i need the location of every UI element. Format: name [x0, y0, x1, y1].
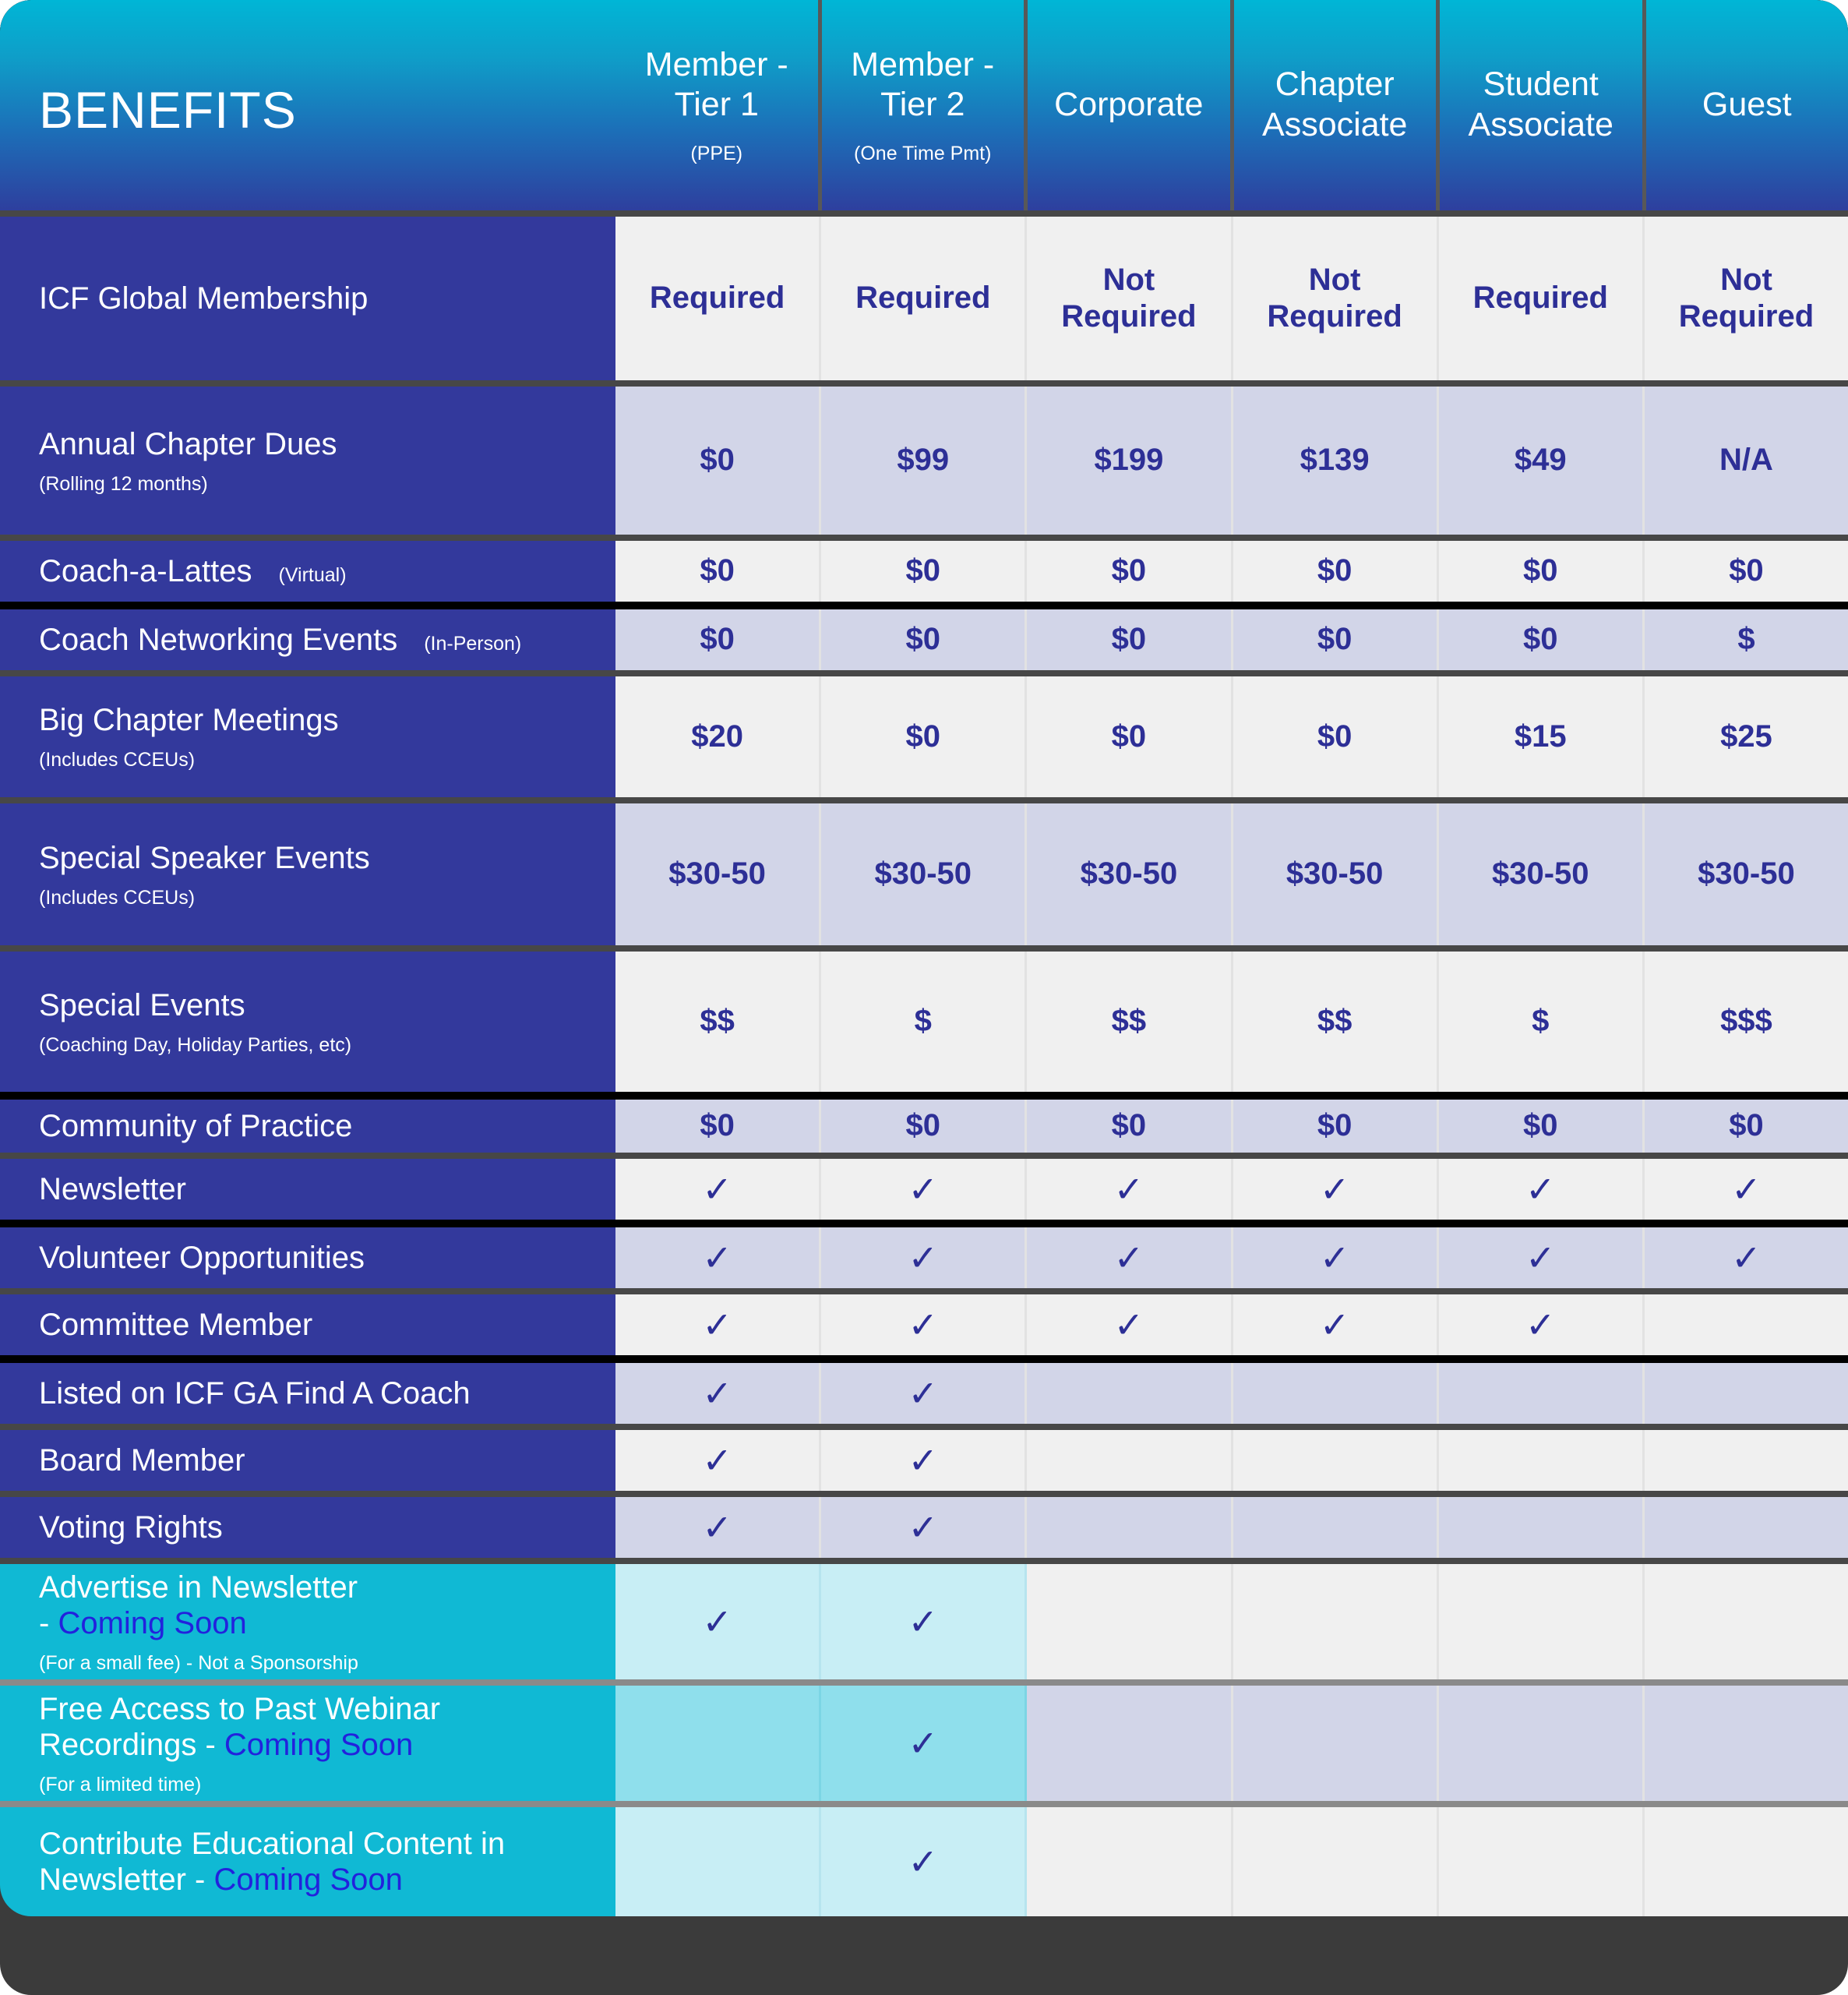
- cell-value: $0: [821, 609, 1027, 670]
- table-row: [0, 541, 1848, 602]
- cell-value: $$: [615, 952, 821, 1092]
- cell-check: [615, 1686, 821, 1801]
- column-header-chapter-associate: [1234, 0, 1441, 210]
- row-divider-major: [0, 1220, 1848, 1227]
- cell-check: ✓: [1645, 1159, 1848, 1220]
- cell-value: $0: [1027, 609, 1233, 670]
- coming-soon-badge: Coming Soon: [58, 1605, 247, 1640]
- column-header-line2: Tier 1: [674, 86, 759, 124]
- table-row: [0, 217, 1848, 380]
- row-label-text: Advertise in Newsletter: [39, 1570, 358, 1605]
- cell-check: ✓: [615, 1430, 821, 1491]
- cell-check: [1439, 1497, 1645, 1558]
- cell-check: ✓: [1233, 1159, 1439, 1220]
- row-divider: [0, 1801, 1848, 1807]
- cell-value: [1027, 217, 1233, 380]
- row-divider: [0, 797, 1848, 803]
- table-row: [0, 1294, 1848, 1355]
- cell-value: $0: [1027, 541, 1233, 602]
- cell-check: ✓: [1439, 1159, 1645, 1220]
- cell-check: ✓: [821, 1159, 1027, 1220]
- row-label-advertise-in-newsletter: [0, 1564, 615, 1679]
- column-header-member-tier-1: [615, 0, 822, 210]
- row-label-text-line2: [39, 1862, 577, 1898]
- cell-check: [1439, 1564, 1645, 1679]
- cell-check: ✓: [821, 1430, 1027, 1491]
- table-row-coming-soon: [0, 1564, 1848, 1679]
- coming-soon-badge: Coming Soon: [224, 1727, 414, 1762]
- row-label-text: Volunteer Opportunities: [39, 1241, 365, 1275]
- cell-value: $30-50: [821, 803, 1027, 945]
- coming-soon-badge: Coming Soon: [213, 1863, 403, 1897]
- row-label-dash: Newsletter -: [39, 1863, 214, 1897]
- row-divider: [0, 380, 1848, 387]
- row-label-text: ICF Global Membership: [39, 281, 369, 316]
- table-header-row: [0, 0, 1848, 210]
- table-row-coming-soon: [0, 1807, 1848, 1916]
- cell-value: [1233, 217, 1439, 380]
- cell-check: [1645, 1294, 1848, 1355]
- table-row: [0, 803, 1848, 945]
- row-divider: [0, 210, 1848, 217]
- cell-value: $0: [1233, 676, 1439, 797]
- cell-check: [1233, 1497, 1439, 1558]
- table-row: [0, 1227, 1848, 1288]
- column-header-line1: Guest: [1702, 86, 1792, 124]
- cell-value: $0: [1027, 1100, 1233, 1153]
- column-header-sub: (PPE): [690, 142, 743, 164]
- row-label-text: Contribute Educational Content in: [39, 1827, 506, 1861]
- cell-value: $0: [1027, 676, 1233, 797]
- row-label-big-chapter-meetings: [0, 676, 615, 797]
- cell-check: [1233, 1430, 1439, 1491]
- cell-check: ✓: [615, 1159, 821, 1220]
- column-header-member-tier-2: [822, 0, 1028, 210]
- row-label-sub: (Includes CCEUs): [39, 886, 196, 909]
- row-label-sub: (Rolling 12 months): [39, 472, 208, 495]
- cell-check: [1645, 1497, 1848, 1558]
- cell-value: $0: [1645, 1100, 1848, 1153]
- cell-value: $0: [1233, 609, 1439, 670]
- cell-check: [1645, 1430, 1848, 1491]
- row-label-sub: (Coaching Day, Holiday Parties, etc): [39, 1033, 352, 1056]
- cell-value: $: [1645, 609, 1848, 670]
- row-label-inline: (Virtual): [278, 564, 347, 586]
- column-header-student-associate: [1440, 0, 1646, 210]
- cell-value: $0: [615, 541, 821, 602]
- row-label-annual-chapter-dues: [0, 387, 615, 535]
- cell-value: [1645, 217, 1848, 380]
- cell-check: ✓: [821, 1294, 1027, 1355]
- cell-check: [1027, 1564, 1233, 1679]
- cell-value-line1: Not: [1308, 262, 1361, 297]
- row-divider: [0, 1288, 1848, 1294]
- cell-check: [1233, 1363, 1439, 1424]
- cell-value: $30-50: [1439, 803, 1645, 945]
- cell-check: ✓: [821, 1227, 1027, 1288]
- row-label-committee-member: [0, 1294, 615, 1355]
- cell-check: ✓: [1027, 1294, 1233, 1355]
- column-header-line1: Corporate: [1054, 86, 1204, 124]
- row-divider: [0, 1153, 1848, 1159]
- row-label-text-line2: [39, 1727, 577, 1763]
- row-label-dash: Recordings -: [39, 1727, 224, 1762]
- cell-check: ✓: [1233, 1227, 1439, 1288]
- column-header-line2: Associate: [1262, 106, 1408, 143]
- cell-check: [1645, 1807, 1848, 1916]
- column-header-line2: Associate: [1468, 106, 1613, 143]
- cell-value: $0: [615, 387, 821, 535]
- page-title: BENEFITS: [39, 81, 297, 139]
- row-divider: [0, 1679, 1848, 1686]
- cell-check: [1027, 1497, 1233, 1558]
- column-header-sub: (One Time Pmt): [854, 142, 992, 164]
- cell-check: [1439, 1430, 1645, 1491]
- cell-check: ✓: [1439, 1227, 1645, 1288]
- cell-check: [1027, 1686, 1233, 1801]
- column-header-line2: Tier 2: [880, 86, 965, 124]
- cell-check: ✓: [1439, 1294, 1645, 1355]
- column-header-corporate: [1028, 0, 1234, 210]
- cell-value: Required: [821, 217, 1027, 380]
- row-label-free-access-past-webinar-recordings: [0, 1686, 615, 1801]
- row-label-text: Voting Rights: [39, 1510, 223, 1545]
- row-divider-major: [0, 1355, 1848, 1363]
- table-row: [0, 1159, 1848, 1220]
- cell-check: [1233, 1564, 1439, 1679]
- table-row: [0, 1430, 1848, 1491]
- cell-check: ✓: [615, 1363, 821, 1424]
- cell-value: $25: [1645, 676, 1848, 797]
- row-label-coach-a-lattes: [0, 541, 615, 602]
- cell-value: $: [1439, 952, 1645, 1092]
- cell-value: $0: [821, 541, 1027, 602]
- row-label-text: Community of Practice: [39, 1109, 353, 1143]
- cell-value: $199: [1027, 387, 1233, 535]
- cell-value: $20: [615, 676, 821, 797]
- row-label-sub: (Includes CCEUs): [39, 749, 196, 771]
- cell-value: $0: [821, 676, 1027, 797]
- cell-value: $0: [1233, 1100, 1439, 1153]
- cell-check: [1645, 1564, 1848, 1679]
- row-divider: [0, 1491, 1848, 1497]
- row-label-text: Special Speaker Events: [39, 840, 370, 875]
- row-label-special-speaker-events: [0, 803, 615, 945]
- row-label-community-of-practice: [0, 1100, 615, 1153]
- column-header-line1: Student: [1483, 65, 1599, 104]
- row-label-contribute-educational-content: [0, 1807, 615, 1916]
- cell-check: [1027, 1430, 1233, 1491]
- cell-check: [1645, 1363, 1848, 1424]
- cell-value-line2: Required: [1267, 299, 1402, 334]
- table-row: [0, 1497, 1848, 1558]
- cell-check: ✓: [821, 1497, 1027, 1558]
- table-row: [0, 1363, 1848, 1424]
- cell-value-line1: Not: [1102, 262, 1155, 297]
- column-header-line1: Member -: [851, 45, 995, 83]
- cell-check: ✓: [615, 1294, 821, 1355]
- row-label-coach-networking-events: [0, 609, 615, 670]
- cell-value-line2: Required: [1678, 299, 1814, 334]
- cell-value: $0: [615, 609, 821, 670]
- table-row-coming-soon: [0, 1686, 1848, 1801]
- column-header-line1: Member -: [644, 45, 788, 83]
- row-label-text: Newsletter: [39, 1172, 186, 1206]
- table-row: [0, 387, 1848, 535]
- row-label-text: Annual Chapter Dues: [39, 426, 337, 461]
- cell-value: $0: [1233, 541, 1439, 602]
- table-row: [0, 952, 1848, 1092]
- cell-value: $30-50: [1645, 803, 1848, 945]
- cell-value: $0: [615, 1100, 821, 1153]
- table-row: [0, 609, 1848, 670]
- row-label-text: Coach Networking Events: [39, 623, 398, 657]
- row-label-voting-rights: [0, 1497, 615, 1558]
- cell-check: [1439, 1686, 1645, 1801]
- cell-value: $30-50: [615, 803, 821, 945]
- cell-value: Required: [1439, 217, 1645, 380]
- cell-value: $15: [1439, 676, 1645, 797]
- cell-value: $$: [1027, 952, 1233, 1092]
- cell-check: ✓: [615, 1227, 821, 1288]
- cell-check: [1645, 1686, 1848, 1801]
- row-label-board-member: [0, 1430, 615, 1491]
- cell-value: $: [821, 952, 1027, 1092]
- column-header-line1: Chapter: [1275, 65, 1395, 104]
- row-label-text: Free Access to Past Webinar: [39, 1691, 441, 1726]
- row-label-text: Special Events: [39, 987, 245, 1022]
- row-label-text: Listed on ICF GA Find A Coach: [39, 1376, 471, 1411]
- cell-value: $49: [1439, 387, 1645, 535]
- cell-check: ✓: [821, 1686, 1027, 1801]
- cell-check: [615, 1807, 821, 1916]
- row-label-text: Big Chapter Meetings: [39, 703, 339, 737]
- cell-check: [1439, 1807, 1645, 1916]
- cell-check: ✓: [1645, 1227, 1848, 1288]
- cell-check: ✓: [1233, 1294, 1439, 1355]
- row-label-special-events: [0, 952, 615, 1092]
- cell-value: $0: [821, 1100, 1027, 1153]
- cell-value: $$$: [1645, 952, 1848, 1092]
- cell-check: ✓: [1027, 1159, 1233, 1220]
- row-label-sub: (For a small fee) - Not a Sponsorship: [39, 1651, 358, 1674]
- cell-check: ✓: [615, 1497, 821, 1558]
- row-label-text: Coach-a-Lattes: [39, 554, 252, 588]
- cell-check: ✓: [821, 1564, 1027, 1679]
- row-divider-major: [0, 1092, 1848, 1100]
- row-label-sub: (For a limited time): [39, 1773, 202, 1796]
- table-title-cell: [0, 0, 615, 210]
- row-label-icf-global-membership: [0, 217, 615, 380]
- cell-value-line2: Required: [1061, 299, 1197, 334]
- cell-value: $30-50: [1027, 803, 1233, 945]
- row-divider: [0, 1558, 1848, 1564]
- row-divider-major: [0, 602, 1848, 609]
- row-divider: [0, 670, 1848, 676]
- cell-check: [1233, 1807, 1439, 1916]
- cell-value: $139: [1233, 387, 1439, 535]
- row-label-volunteer-opportunities: [0, 1227, 615, 1288]
- table-row: [0, 1100, 1848, 1153]
- row-label-listed-on-icf-ga-find-a-coach: [0, 1363, 615, 1424]
- cell-value: N/A: [1645, 387, 1848, 535]
- row-divider: [0, 1424, 1848, 1430]
- cell-check: ✓: [1027, 1227, 1233, 1288]
- cell-check: ✓: [821, 1363, 1027, 1424]
- cell-check: [1439, 1363, 1645, 1424]
- cell-value: $99: [821, 387, 1027, 535]
- row-divider: [0, 945, 1848, 952]
- cell-value: $0: [1439, 609, 1645, 670]
- cell-check: [1027, 1363, 1233, 1424]
- cell-value-line1: Not: [1720, 262, 1772, 297]
- cell-check: ✓: [821, 1807, 1027, 1916]
- cell-check: ✓: [615, 1564, 821, 1679]
- row-label-inline: (In-Person): [424, 633, 522, 655]
- cell-check: [1233, 1686, 1439, 1801]
- row-label-dash: -: [39, 1605, 58, 1640]
- row-label-text: Committee Member: [39, 1308, 313, 1342]
- cell-value: $0: [1439, 541, 1645, 602]
- row-label-newsletter: [0, 1159, 615, 1220]
- row-label-text: Board Member: [39, 1443, 245, 1478]
- cell-value: $$: [1233, 952, 1439, 1092]
- cell-check: [1027, 1807, 1233, 1916]
- table-row: [0, 676, 1848, 797]
- column-header-guest: [1646, 0, 1848, 210]
- cell-value: $30-50: [1233, 803, 1439, 945]
- row-divider: [0, 535, 1848, 541]
- cell-value: Required: [615, 217, 821, 380]
- cell-value: $0: [1645, 541, 1848, 602]
- row-label-text-line2: [39, 1605, 577, 1641]
- cell-value: $0: [1439, 1100, 1645, 1153]
